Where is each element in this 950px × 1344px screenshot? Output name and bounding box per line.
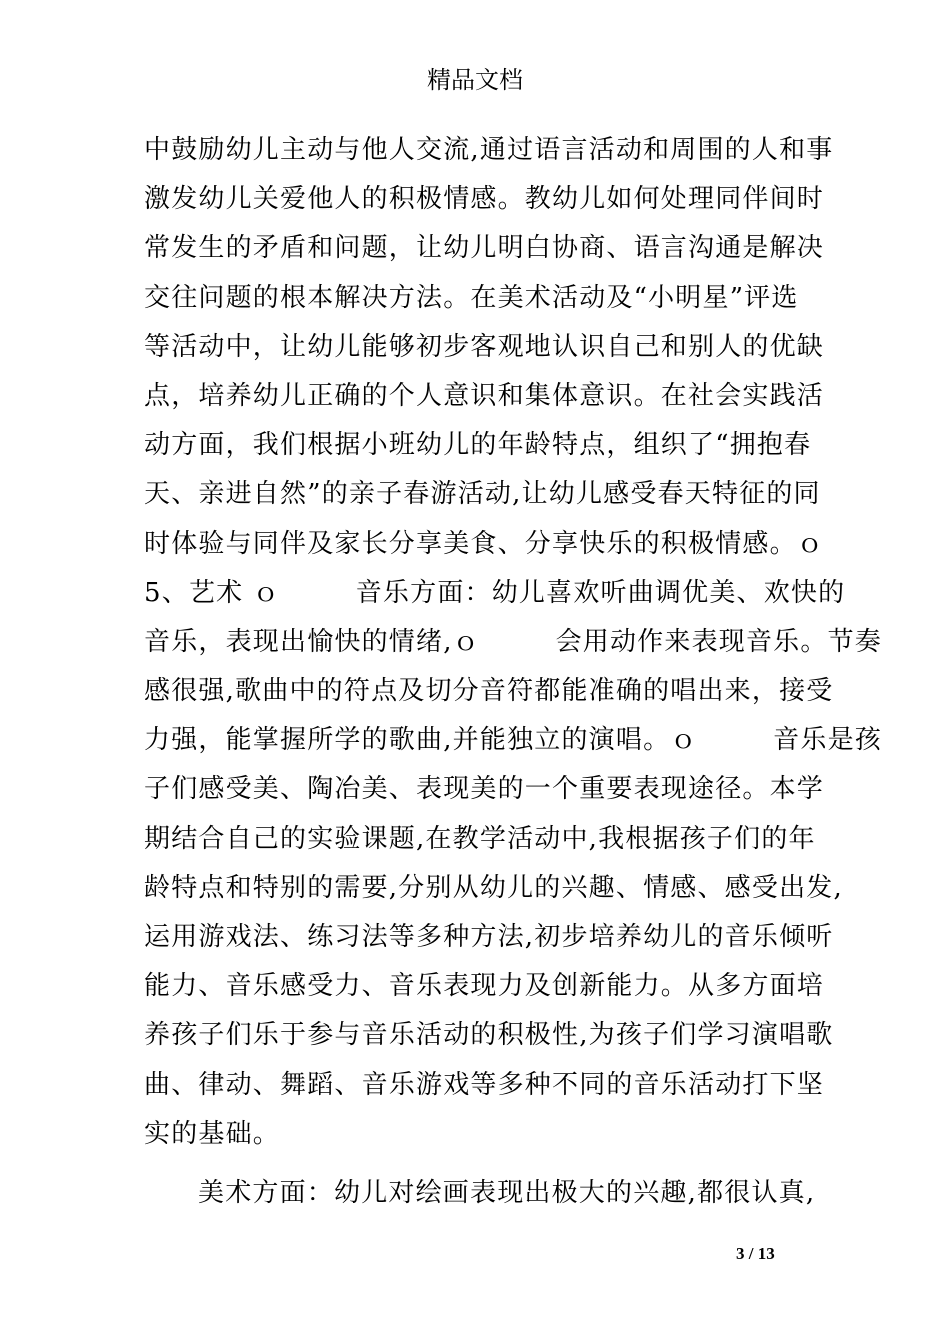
text-line: 中鼓励幼儿主动与他人交流,通过语言活动和周围的人和事 — [144, 135, 834, 165]
text-line: 时体验与同伴及家长分享美食、分享快乐的积极情感。ｏ — [144, 528, 825, 559]
text-line: 动方面，我们根据小班幼儿的年龄特点，组织了“拥抱春 — [144, 430, 812, 461]
paragraph-start-line: 美术方面：幼儿对绘画表现出极大的兴趣,都很认真, — [198, 1177, 816, 1208]
text-line: 常发生的矛盾和问题，让幼儿明白协商、语言沟通是解决 — [144, 233, 825, 264]
text-line: 力强，能掌握所学的歌曲,并能独立的演唱。ｏ 音乐是孩 — [144, 725, 882, 756]
document-body — [144, 126, 882, 1218]
text-line: 激发幼儿关爱他人的积极情感。教幼儿如何处理同伴间时 — [144, 184, 825, 215]
text-line: 点，培养幼儿正确的个人意识和集体意识。在社会实践活 — [144, 380, 825, 411]
text-line: 龄特点和特别的需要,分别从幼儿的兴趣、情感、感受出发, — [144, 872, 843, 903]
page-number: 3 / 13 — [736, 1244, 775, 1263]
text-line: 曲、律动、舞蹈、音乐游戏等多种不同的音乐活动打下坚 — [144, 1069, 825, 1100]
paragraph-spacer — [144, 1159, 834, 1169]
text-line: 能力、音乐感受力、音乐表现力及创新能力。从多方面培 — [144, 971, 825, 1002]
text-line: 音乐，表现出愉快的情绪,ｏ 会用动作来表现音乐。节奏 — [144, 626, 882, 657]
text-line: 天、亲进自然”的亲子春游活动,让幼儿感受春天特征的同 — [144, 479, 821, 510]
text-line: 5、艺术 ｏ 音乐方面：幼儿喜欢听曲调优美、欢快的 — [144, 577, 846, 608]
page-header-title: 精品文档 — [427, 66, 523, 94]
text-line: 子们感受美、陶冶美、表现美的一个重要表现途径。本学 — [144, 774, 825, 805]
text-line: 感很强,歌曲中的符点及切分音符都能准确的唱出来，接受 — [144, 676, 834, 707]
text-line: 运用游戏法、练习法等多种方法,初步培养幼儿的音乐倾听 — [144, 922, 834, 952]
text-line: 交往问题的根本解决方法。在美术活动及“小明星”评选 — [144, 282, 799, 313]
text-line: 期结合自己的实验课题,在教学活动中,我根据孩子们的年 — [144, 823, 816, 854]
text-line: 等活动中，让幼儿能够初步客观地认识自己和别人的优缺 — [144, 331, 825, 362]
text-line: 养孩子们乐于参与音乐活动的积极性,为孩子们学习演唱歌 — [144, 1020, 834, 1051]
text-line: 实的基础。 — [144, 1118, 281, 1149]
